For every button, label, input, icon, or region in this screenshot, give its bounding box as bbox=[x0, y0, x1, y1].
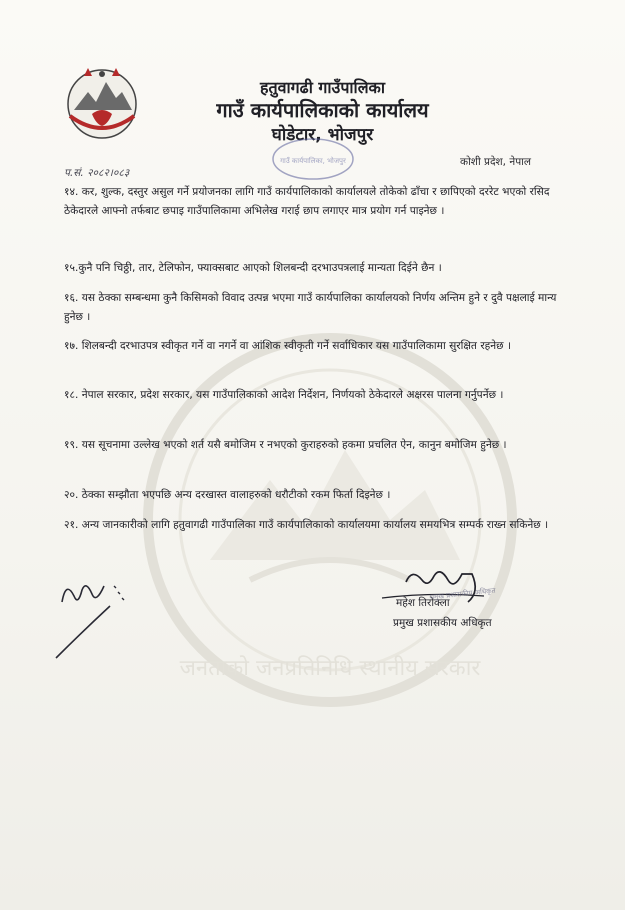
clause-20: २०. ठेक्का सम्झौता भएपछि अन्य दरखास्त वालाहरुको धरौटीको रकम फिर्ता दिइनेछ । bbox=[64, 489, 391, 501]
clause-18: १८. नेपाल सरकार, प्रदेश सरकार, यस गाउँपालिकाको आदेश निर्देशन, निर्णयको ठेकेदारले अक्षरस पालना गर्नुपर्नेछ । bbox=[64, 389, 504, 401]
watermark-text: जनताको जनप्रतिनिधि स्थानीय सरकार bbox=[179, 656, 481, 681]
reference-number: प.सं. २०८२।०८३ bbox=[64, 167, 130, 179]
clause-14: १४. कर, शुल्क, दस्तुर असुल गर्ने प्रयोजनका लागि गाउँ कार्यपालिकाको कार्यालयले तोकेको ढाँचा र छापिएको दररेट भएको रसिद ठेकेदारले आफ्नो तर्फबाट छपाइ गाउँपालिकामा अभिलेख गराई छाप लगाएर मात्र प्रयोग गर्न पाइनेछ । bbox=[64, 186, 550, 217]
municipality-name: हतुवागढी गाउँपालिका bbox=[260, 78, 385, 97]
office-name: गाउँ कार्यपालिकाको कार्यालय bbox=[216, 98, 429, 122]
clause-15: १५.कुनै पनि चिठ्ठी, तार, टेलिफोन, फ्याक्सबाट आएको शिलबन्दी दरभाउपत्रलाई मान्यता दिईने छैन । bbox=[64, 262, 442, 274]
province-label: कोशी प्रदेश, नेपाल bbox=[460, 156, 531, 168]
clause-19: १९. यस सूचनामा उल्लेख भएको शर्त यसै बमोजिम र नभएको कुराहरुको हकमा प्रचलित ऐन, कानुन बमोजिम हुनेछ । bbox=[64, 439, 507, 451]
clause-21: २१. अन्य जानकारीको लागि हतुवागढी गाउँपालिका गाउँ कार्यपालिकाको कार्यालयमा कार्यालय समयभित्र सम्पर्क राख्न सकिनेछ । bbox=[64, 519, 549, 531]
clause-17: १७. शिलबन्दी दरभाउपत्र स्वीकृत गर्ने वा नगर्ने वा आंशिक स्वीकृती गर्ने सर्वाधिकार यस गाउँपालिकामा सुरक्षित रहनेछ । bbox=[64, 340, 511, 352]
signatory-name: महेश तिरोक्ला bbox=[396, 597, 450, 609]
office-stamp-text: गाउँ कार्यपालिका, भोजपुर bbox=[280, 157, 346, 165]
office-stamp bbox=[268, 134, 358, 184]
left-signature bbox=[52, 572, 132, 662]
signatory-title: प्रमुख प्रशासकीय अधिकृत bbox=[393, 617, 492, 629]
signatory-stamp: प्रमुख प्रशासकीय अधिकृत bbox=[429, 586, 496, 602]
clause-16: १६. यस ठेक्का सम्बन्धमा कुनै किसिमको विवाद उत्पन्न भएमा गाउँ कार्यपालिका कार्यालयको निर्णय अन्तिम हुने र दुवै पक्षलाई मान्य हुनेछ । bbox=[64, 292, 557, 323]
office-address: घोडेटार, भोजपुर bbox=[271, 125, 374, 145]
